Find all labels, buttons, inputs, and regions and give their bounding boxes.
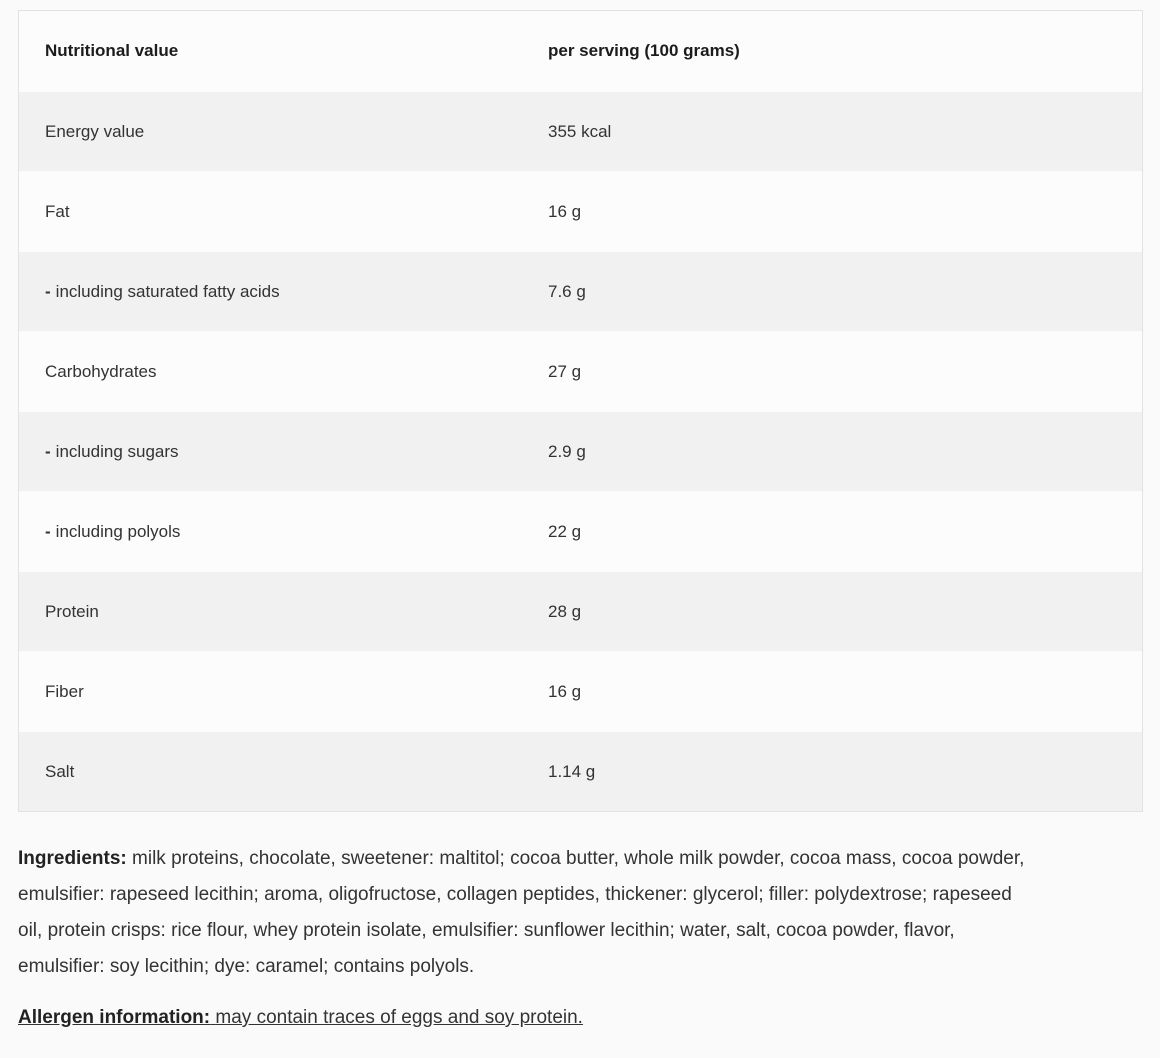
ingredients-line: emulsifier: rapeseed lecithin; aroma, oligofructose, collagen peptides, thickener: glycerol; filler: polydextrose; rapeseed [18,884,1012,905]
ingredients-line: oil, protein crisps: rice flour, whey protein isolate, emulsifier: sunflower lecithin; water, salt, cocoa powder, flavor, [18,920,955,941]
nutrient-value: 28 g [548,601,582,621]
header-per-serving: per serving (100 grams) [548,41,740,60]
nutrient-label-text: Carbohydrates [45,361,157,381]
allergen-underlined-text [18,1007,583,1028]
allergen-text: may contain traces of eggs and soy protein. [215,1007,583,1028]
nutrient-value: 16 g [548,681,582,701]
nutrient-value: 22 g [548,521,582,541]
nutrient-label [19,202,522,222]
nutrient-value: 16 g [548,201,582,221]
table-row-salt [19,731,1142,811]
table-row-saturated-fat [19,251,1142,331]
nutrition-table-header [19,11,1142,91]
subitem-dash: - [45,281,51,301]
allergen-label: Allergen information: [18,1007,211,1028]
table-row-carbohydrates [19,331,1142,411]
ingredients-line [18,841,1143,877]
nutrient-label [19,282,522,302]
nutrient-value: 355 kcal [548,121,612,141]
nutrient-label-text: including sugars [55,441,179,461]
subitem-dash: - [45,521,51,541]
nutrient-value: 7.6 g [548,281,586,301]
table-row-fiber [19,651,1142,731]
nutrient-label [19,522,522,542]
nutrient-label-text: including polyols [55,521,181,541]
subitem-dash: - [45,441,51,461]
table-row-polyols [19,491,1142,571]
nutrient-label-text: Fat [45,201,70,221]
nutrient-label-text: Salt [45,761,75,781]
table-row-sugars [19,411,1142,491]
nutrient-value: 1.14 g [548,761,596,781]
nutrient-label [19,442,522,462]
nutrient-label-text: including saturated fatty acids [55,281,280,301]
ingredients-line: emulsifier: soy lecithin; dye: caramel; contains polyols. [18,956,475,977]
nutrient-label-text: Energy value [45,121,145,141]
allergen-info [18,1000,1143,1036]
table-row-fat [19,171,1142,251]
nutrient-label [19,602,522,622]
table-row-energy [19,91,1142,171]
ingredients-text: milk proteins, chocolate, sweetener: maltitol; cocoa butter, whole milk powder, cocoa mass, cocoa powder, [132,848,1025,869]
nutrient-label-text: Fiber [45,681,84,701]
nutrient-value: 27 g [548,361,582,381]
header-nutritional-value: Nutritional value [45,41,179,60]
nutrient-value: 2.9 g [548,441,586,461]
nutrition-table [18,10,1143,812]
nutrient-label-text: Protein [45,601,99,621]
nutrient-label [19,762,522,782]
table-row-protein [19,571,1142,651]
nutrient-label [19,362,522,382]
nutrient-label [19,122,522,142]
nutrient-label [19,682,522,702]
ingredients-paragraph [18,841,1143,985]
ingredients-label: Ingredients: [18,848,127,869]
